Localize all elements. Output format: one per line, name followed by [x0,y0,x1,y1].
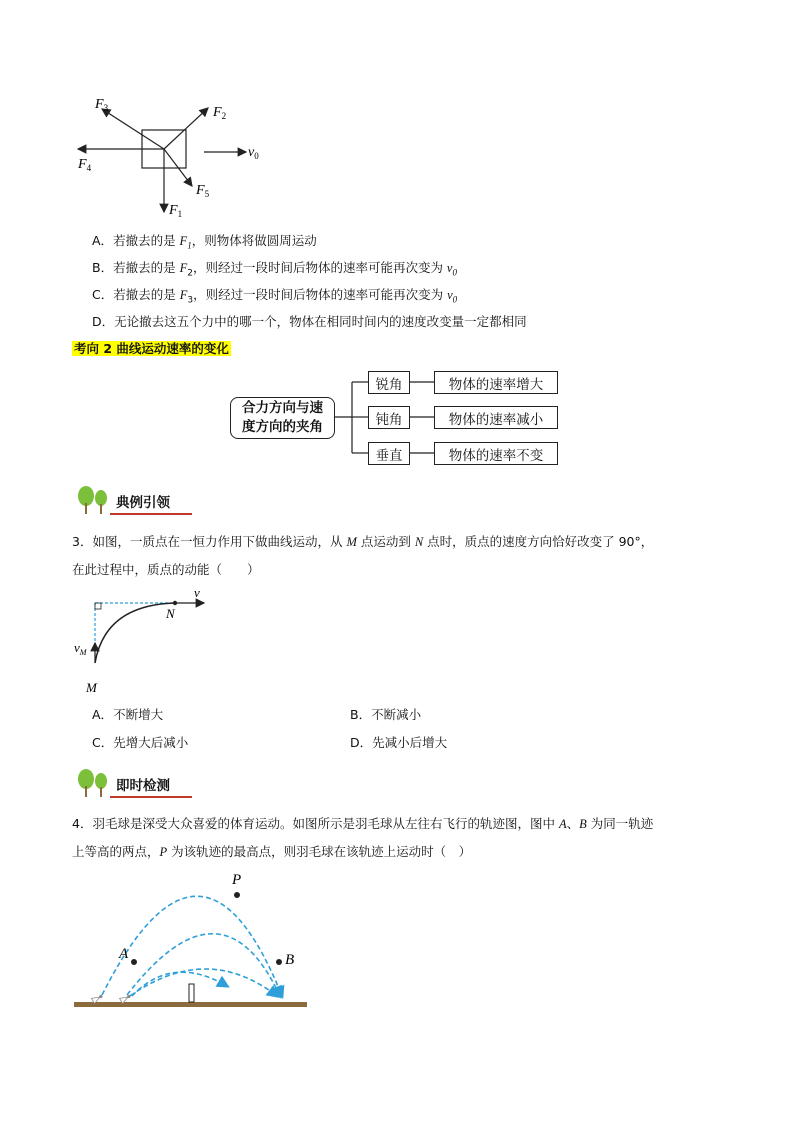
point-b [276,959,282,965]
q3-option-c: C．先增大后减小 [92,735,189,750]
right-angle-mark [95,603,101,609]
q4-stem-line1: 4．羽毛球是深受大众喜爱的体育运动。如图所示是羽毛球从左往右飞行的轨迹图，图中 A、B 为同一轨迹 [72,816,654,831]
concept-result-increase: 物体的速率增大 [434,371,558,394]
force-f3-arrow [102,109,164,149]
label-f1: $F_1$ [169,203,183,219]
q3-option-a: A．不断增大 [92,707,164,722]
label-v: v [194,585,200,600]
label-p: P [232,872,242,888]
section-title: 考向 2 曲线运动速率的变化 [74,341,229,356]
banner-example-underline [110,513,192,515]
trajectory-curve [95,603,175,663]
banner-example-label: 典例引领 [116,495,170,511]
label-f5: $F_5$ [196,183,210,199]
label-a: A [119,946,129,962]
label-b: B [285,952,295,968]
label-f3: $F_3$ [95,97,109,113]
label-n: N [166,606,175,621]
q2-option-a: A．若撤去的是 $F_1$，则物体将做圆周运动 [92,233,317,251]
net-post [189,984,194,1002]
point-p [234,892,240,898]
concept-result-constant: 物体的速率不变 [434,442,558,465]
q2-option-d: D．无论撤去这五个力中的哪一个，物体在相同时间内的速度改变量一定都相同 [92,314,527,329]
label-vm: $v_M$ [74,640,87,657]
q4-stem-line2: 上等高的两点，P 为该轨迹的最高点，则羽毛球在该轨迹上运动时（ ） [72,844,472,859]
tree-icon [74,768,112,798]
q2-option-c: C．若撤去的是 $F_3$，则经过一段时间后物体的速率可能再次变为 $v_0$ [92,287,458,306]
banner-quiz-label: 即时检测 [116,778,170,794]
banner-quiz [74,768,170,798]
trajectory-mid [127,934,280,996]
trajectory-short [132,972,227,996]
q2-option-b: B．若撤去的是 $F_2$，则经过一段时间后物体的速率可能再次变为 $v_0$ [92,260,457,279]
q3-option-b: B．不断减小 [350,707,422,722]
banner-example [74,485,170,515]
concept-angle-acute: 锐角 [368,371,410,394]
concept-angle-obtuse: 钝角 [368,406,410,429]
point-n [173,601,177,605]
tree-icon [74,485,112,515]
concept-angle-perpendicular: 垂直 [368,442,410,465]
q3-option-d: D．先减小后增大 [350,735,448,750]
label-v0: $v_0$ [248,145,259,161]
label-f2: $F_2$ [213,105,227,121]
trajectory-low [130,969,277,996]
q3-stem-line2: 在此过程中，质点的动能（ ） [72,562,260,577]
point-a [131,959,137,965]
banner-quiz-underline [110,796,192,798]
ground [74,1002,307,1007]
label-m: M [86,680,97,695]
concept-result-decrease: 物体的速率减小 [434,406,558,429]
q3-stem-line1: 3．如图，一质点在一恒力作用下做曲线运动，从 M 点运动到 N 点时，质点的速度方向恰好改变了 90°， [72,534,654,549]
badminton-trajectory-diagram [72,862,312,1014]
concept-root-box: 合力方向与速 度方向的夹角 [230,397,335,439]
label-f4: $F_4$ [78,157,92,173]
force-diagram [70,92,270,222]
curve-motion-diagram [72,585,222,697]
